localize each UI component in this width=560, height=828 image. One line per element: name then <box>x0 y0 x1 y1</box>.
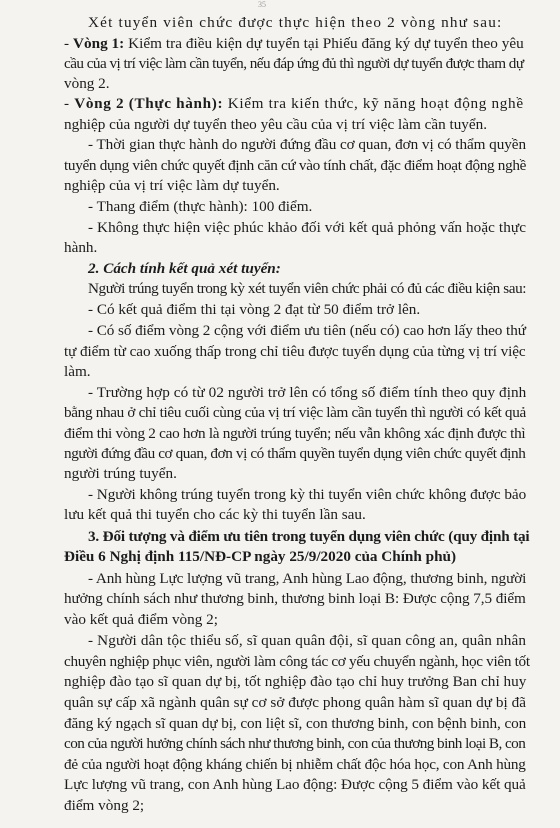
line-text: Xét tuyển viên chức được thực hiện theo 2 vòng như sau: <box>88 14 503 31</box>
text-line <box>64 404 526 422</box>
line-text: bằng nhau ở chỉ tiêu cuối cùng của vị trí việc làm cần tuyển thì người có kết quả <box>64 404 526 421</box>
text-line <box>64 715 526 733</box>
line-text: - <box>64 35 73 52</box>
line-text: - Người dân tộc thiểu số, sĩ quan quân đội, sĩ quan công an, quân nhân <box>88 632 527 649</box>
line-text: hưởng chính sách như thương binh, thương binh loại B: Được cộng 7,5 điểm <box>64 590 526 607</box>
emphasis-text: Vòng 1: <box>72 35 125 52</box>
line-text: - Người không trúng tuyển trong kỳ thi tuyển viên chức không được bảo <box>88 486 527 503</box>
line-text: - Thời gian thực hành do người đứng đầu cơ quan, đơn vị có thẩm quyền <box>88 136 526 153</box>
emphasis-text: 3. Đối tượng và điểm ưu tiên trong tuyển dụng viên chức (quy định tại <box>88 528 530 545</box>
line-text: vòng 2. <box>64 75 110 92</box>
line-text: lưu kết quả thi tuyển cho các kỳ thi tuyển lần sau. <box>64 506 366 523</box>
text-line <box>64 75 110 93</box>
line-text: con của người hưởng chính sách như thương binh, con của thương binh loại B, con <box>64 735 526 752</box>
text-line <box>88 528 529 546</box>
line-text: người đứng đầu cơ quan, đơn vị có thẩm quyền tuyển dụng viên chức quyết định <box>64 445 526 462</box>
text-line <box>88 14 502 32</box>
text-line <box>64 343 526 361</box>
text-line <box>64 465 177 483</box>
line-text: - Có kết quả điểm thi tại vòng 2 đạt từ 50 điểm trở lên. <box>88 301 421 318</box>
text-line <box>64 548 456 566</box>
line-text: - <box>64 95 75 112</box>
text-line <box>64 694 526 712</box>
line-text: đẻ của người hoạt động kháng chiến bị nhiễm chất độc hóa học, con Anh hùng <box>64 756 526 773</box>
text-line <box>64 653 530 671</box>
text-line <box>88 136 526 154</box>
line-text: nghiệp đào tạo sĩ quan dự bị, tốt nghiệp đào tạo chỉ huy trưởng Ban chỉ huy <box>64 673 527 690</box>
text-line <box>64 35 524 53</box>
text-line <box>64 756 526 774</box>
text-line <box>64 611 218 629</box>
text-line <box>88 280 526 298</box>
text-line <box>64 177 280 195</box>
text-line <box>64 797 144 815</box>
text-line <box>88 322 526 340</box>
text-line <box>64 425 525 443</box>
emphasis-text: Điều 6 Nghị định 115/NĐ-CP ngày 25/9/2020 của Chính phủ) <box>64 548 457 565</box>
line-text: điểm thi vòng 2 cao hơn là người trúng tuyển; nếu vẫn không xác định được thì <box>64 425 526 442</box>
text-line <box>88 301 420 319</box>
line-text: tuyển dụng viên chức quyết định căn cứ vào tính chất, đặc điểm hoạt động nghề <box>64 157 527 174</box>
line-text: - Anh hùng Lực lượng vũ trang, Anh hùng Lao động, thương binh, người <box>88 570 527 587</box>
text-line <box>88 260 281 278</box>
text-line <box>64 363 91 381</box>
text-line <box>88 632 526 650</box>
text-line <box>64 776 526 794</box>
line-text: - Có số điểm vòng 2 cộng với điểm ưu tiên (nếu có) cao hơn lấy theo thứ <box>88 322 526 339</box>
line-text: tự điểm từ cao xuống thấp trong chỉ tiêu được tuyển dụng của từng vị trí việc <box>64 343 526 360</box>
text-line <box>64 116 487 134</box>
text-line <box>64 445 525 463</box>
text-line <box>64 506 366 524</box>
line-text: Kiểm tra kiến thức, kỹ năng hoạt động nghề <box>223 95 524 112</box>
text-line <box>88 384 526 402</box>
line-text: nghiệp của vị trí việc làm dự tuyển. <box>64 177 280 194</box>
page-mark: 35 <box>258 0 266 9</box>
text-line <box>64 590 526 608</box>
text-line <box>64 157 526 175</box>
line-text: Kiểm tra điều kiện dự tuyển tại Phiếu đăng ký dự tuyển theo yêu <box>124 35 524 52</box>
text-line <box>64 735 525 753</box>
line-text: - Không thực hiện việc phúc khảo đối với kết quả phỏng vấn hoặc thực <box>88 219 527 236</box>
line-text: vào kết quả điểm vòng 2; <box>64 611 218 628</box>
line-text: điểm vòng 2; <box>64 797 145 814</box>
text-line <box>88 219 526 237</box>
emphasis-text: Vòng 2 (Thực hành): <box>74 95 224 112</box>
line-text: làm. <box>64 363 91 380</box>
text-line <box>88 570 526 588</box>
text-line <box>88 486 526 504</box>
line-text: đăng ký ngạch sĩ quan dự bị, con liệt sĩ, con thương binh, con bệnh binh, con <box>64 715 527 732</box>
emphasis-text: 2. Cách tính kết quả xét tuyển: <box>88 260 281 277</box>
line-text: chuyên nghiệp phục viên, người làm công tác cơ yếu chuyển ngành, học viên tốt <box>64 653 530 670</box>
line-text: quân sự cấp xã ngành quân sự cơ sở được phong quân hàm sĩ quan dự bị đã <box>64 694 527 711</box>
line-text: Người trúng tuyển trong kỳ xét tuyển viên chức phải có đủ các điều kiện sau: <box>88 280 527 297</box>
line-text: cầu của vị trí việc làm cần tuyển, nếu đáp ứng đủ thì người dự tuyển được tham dự <box>64 55 524 72</box>
text-line <box>64 95 524 113</box>
line-text: hành. <box>64 239 98 256</box>
text-line <box>88 198 312 216</box>
text-line <box>64 673 526 691</box>
line-text: - Trường hợp có từ 02 người trở lên có tổng số điểm tính theo quy định <box>88 384 527 401</box>
text-line <box>64 239 97 257</box>
text-line <box>64 55 524 73</box>
line-text: người trúng tuyển. <box>64 465 177 482</box>
line-text: - Thang điểm (thực hành): 100 điểm. <box>88 198 313 215</box>
line-text: Lực lượng vũ trang, con Anh hùng Lao động: Được cộng 5 điểm vào kết quả <box>64 776 526 793</box>
line-text: nghiệp của người dự tuyển theo yêu cầu của vị trí việc làm cần tuyển. <box>64 116 488 133</box>
